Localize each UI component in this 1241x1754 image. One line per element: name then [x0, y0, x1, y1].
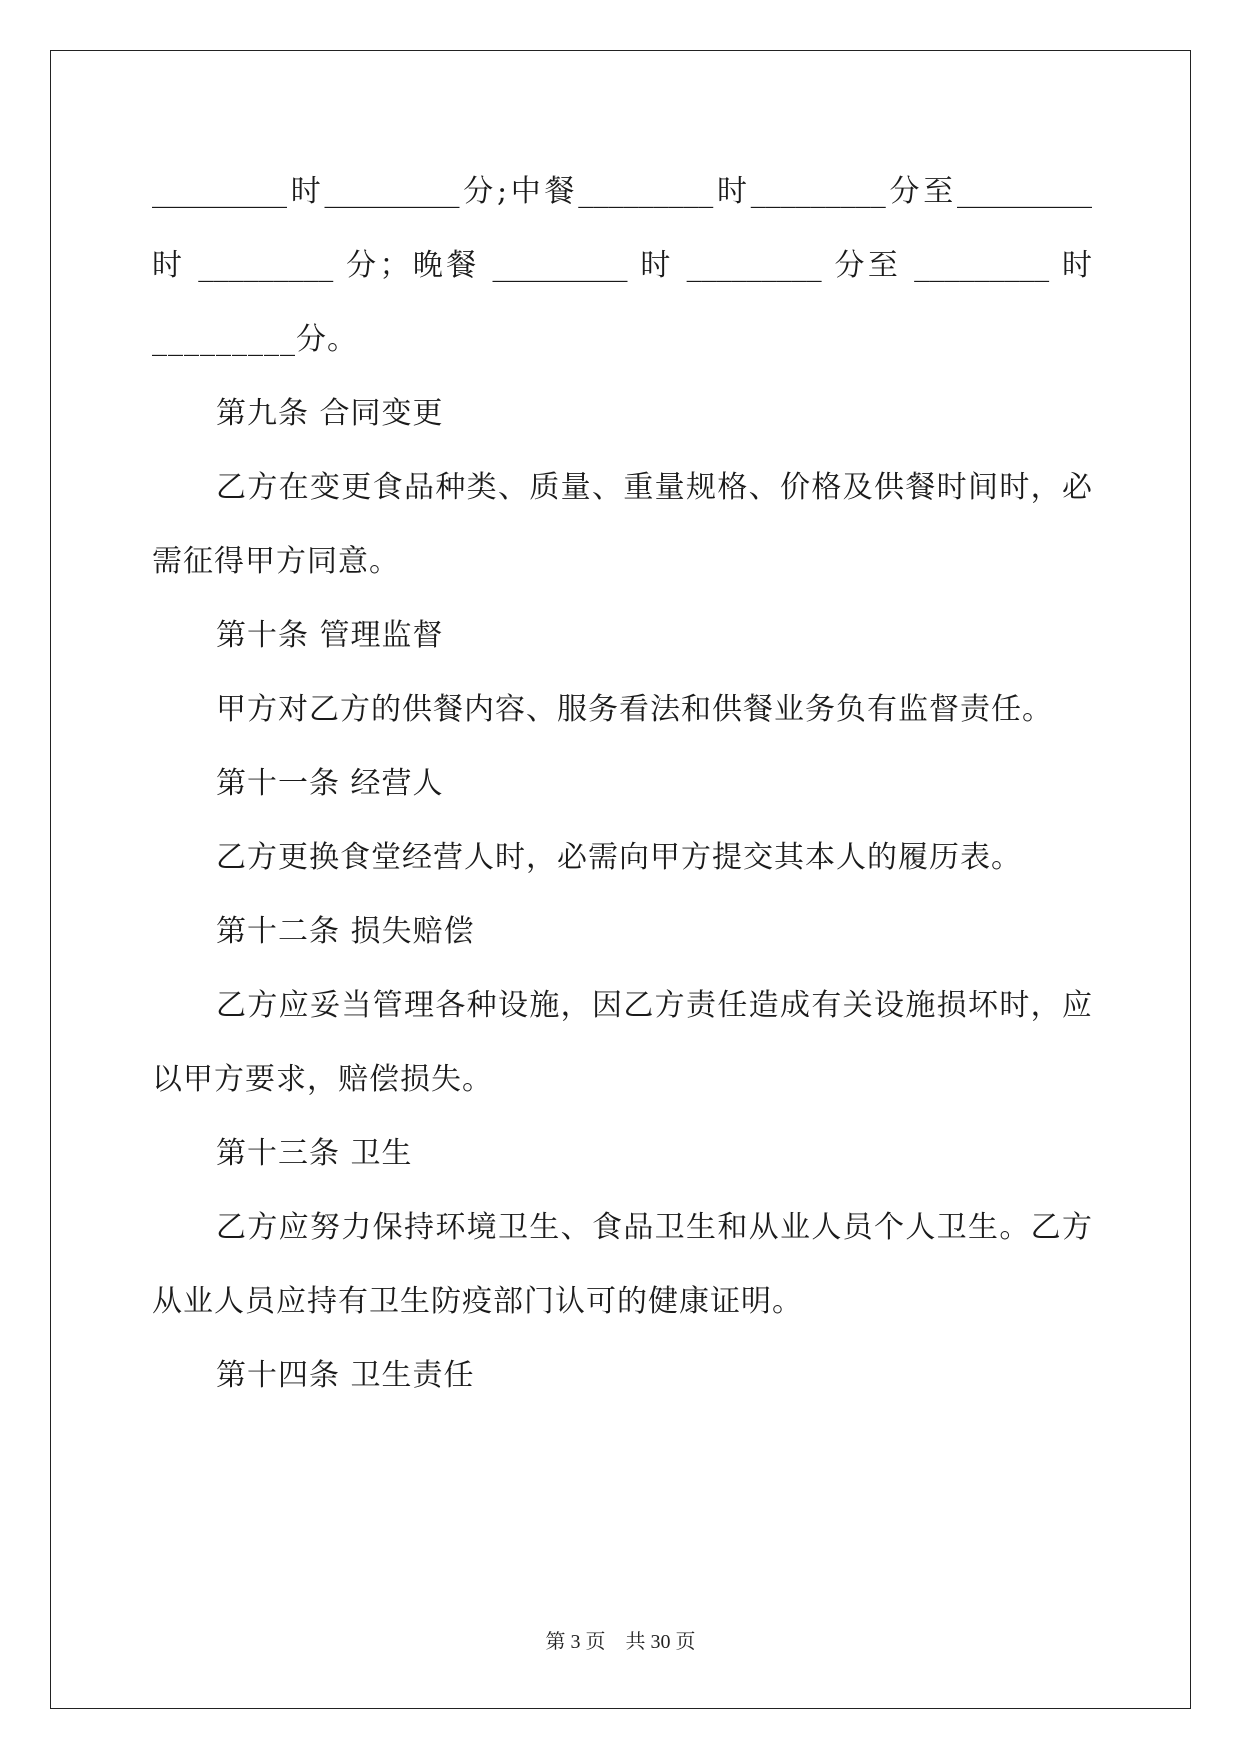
- article-11-heading: 第十一条 经营人: [216, 766, 444, 801]
- article-12-heading: 第十二条 损失赔偿: [216, 914, 475, 949]
- page-number-footer: 第 3 页 共 30 页: [545, 1631, 696, 1653]
- article-12-text-line-1: 乙方应妥当管理各种设施，因乙方责任造成有关设施损坏时，应: [216, 988, 1092, 1023]
- meal-time-line-1: _________时_________分;中餐_________时_________分至_________: [152, 174, 1092, 209]
- meal-time-line-2: 时 _________ 分；晚餐 _________ 时 _________ 分至 _________ 时: [152, 248, 1092, 283]
- article-10-text: 甲方对乙方的供餐内容、服务看法和供餐业务负有监督责任。: [216, 692, 1053, 727]
- article-9-text-line-2: 需征得甲方同意。: [152, 544, 400, 579]
- meal-time-line-3: _________分。: [152, 322, 358, 357]
- article-13-text-line-1: 乙方应努力保持环境卫生、食品卫生和从业人员个人卫生。乙方: [216, 1210, 1092, 1245]
- article-14-heading: 第十四条 卫生责任: [216, 1358, 475, 1393]
- article-13-text-line-2: 从业人员应持有卫生防疫部门认可的健康证明。: [152, 1284, 803, 1319]
- article-9-heading: 第九条 合同变更: [216, 396, 444, 431]
- article-12-text-line-2: 以甲方要求，赔偿损失。: [152, 1062, 493, 1097]
- article-13-heading: 第十三条 卫生: [216, 1136, 413, 1171]
- article-10-heading: 第十条 管理监督: [216, 618, 444, 653]
- article-11-text: 乙方更换食堂经营人时，必需向甲方提交其本人的履历表。: [216, 840, 1022, 875]
- page-border: [50, 50, 1191, 1709]
- article-9-text-line-1: 乙方在变更食品种类、质量、重量规格、价格及供餐时间时，必: [216, 470, 1092, 505]
